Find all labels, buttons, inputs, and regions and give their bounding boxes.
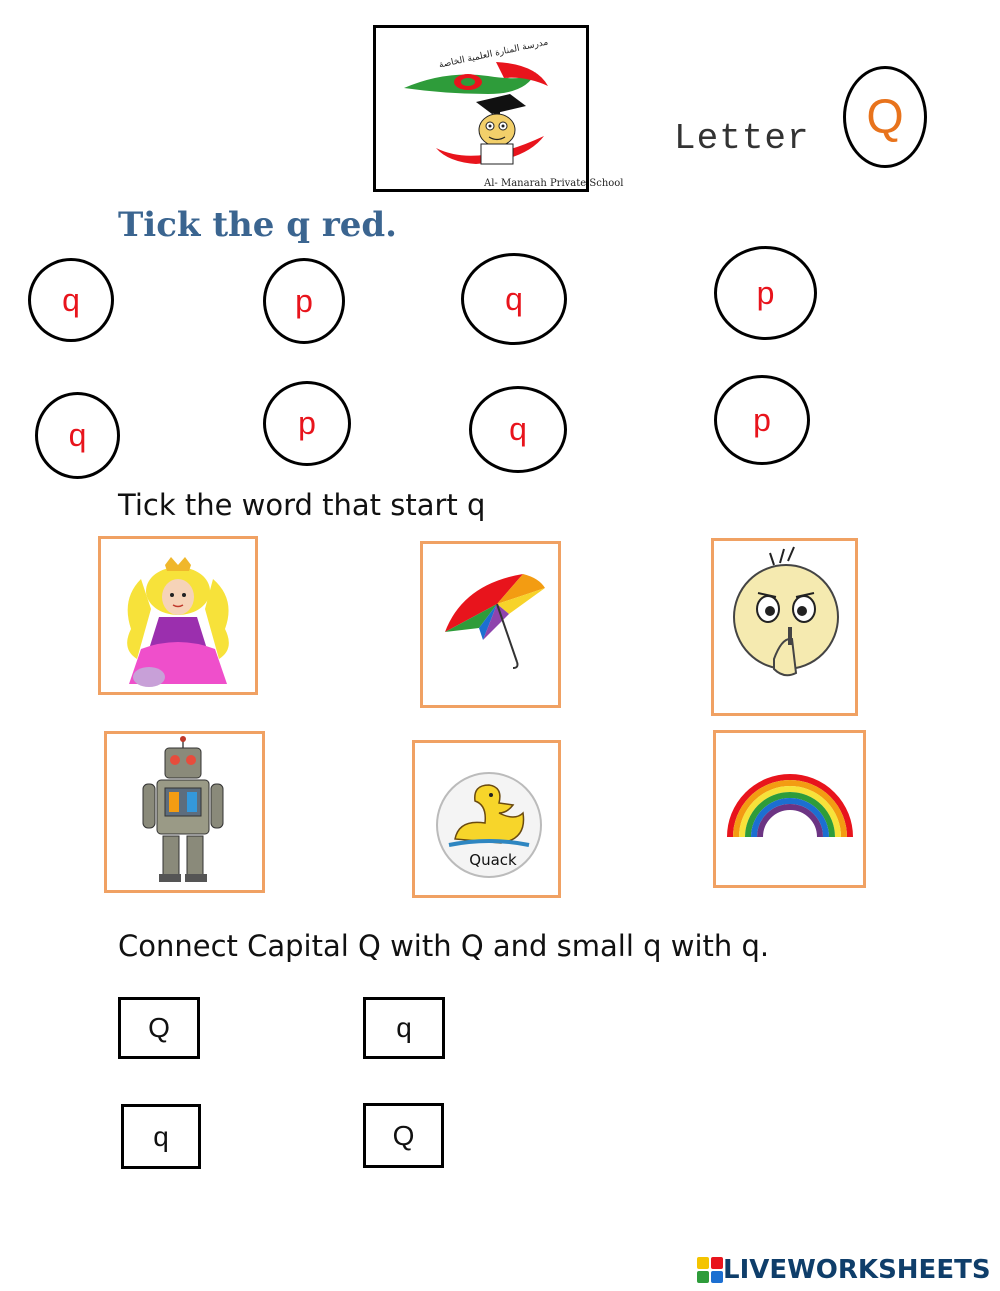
letter-circle (843, 66, 927, 168)
umbrella-icon (423, 544, 558, 705)
liveworksheets-logo-icon (697, 1257, 723, 1283)
queen-icon (101, 539, 255, 692)
circle-letter: p (753, 401, 771, 438)
school-logo-icon (376, 28, 624, 189)
picture-card-rainbow[interactable] (713, 730, 866, 888)
match-letter: q (153, 1120, 169, 1152)
circle-letter: p (295, 282, 313, 319)
match-box-4[interactable] (363, 1103, 444, 1168)
circle-letter: q (509, 411, 527, 447)
circle-letter: q (505, 280, 523, 317)
match-letter: Q (148, 1012, 170, 1043)
letter-circle-7[interactable] (469, 386, 567, 473)
section3-title: Connect Capital Q with Q and small q with q. (118, 929, 770, 963)
picture-card-queen[interactable] (98, 536, 258, 695)
section2-title: Tick the word that start q (118, 488, 486, 522)
letter-circle-6[interactable] (263, 381, 351, 466)
letter-label: Letter (674, 118, 810, 159)
match-box-1[interactable] (118, 997, 200, 1059)
letter-value: Q (866, 90, 904, 144)
letter-circle-4[interactable] (714, 246, 817, 340)
circle-letter: q (62, 281, 80, 318)
circle-letter: p (298, 405, 316, 441)
picture-card-robot[interactable] (104, 731, 265, 893)
match-box-3[interactable] (121, 1104, 201, 1169)
match-letter: Q (392, 1119, 415, 1151)
letter-circle-1[interactable] (28, 258, 114, 342)
letter-circle-5[interactable] (35, 392, 120, 479)
circle-letter: q (68, 417, 87, 453)
section1-title: Tick the q red. (118, 205, 397, 245)
circle-letter: p (756, 274, 775, 311)
match-letter: q (396, 1012, 412, 1043)
letter-circle-2[interactable] (263, 258, 345, 344)
picture-card-umbrella[interactable] (420, 541, 561, 708)
quiet-face-icon (714, 541, 855, 713)
duck-caption: Quack (469, 851, 517, 869)
school-logo (373, 25, 624, 192)
picture-card-quiet-face[interactable] (711, 538, 858, 716)
letter-circle-8[interactable] (714, 375, 810, 465)
school-arabic-name: مدرسة المنارة العلمية الخاصة (438, 37, 550, 71)
letter-circle-3[interactable] (461, 253, 567, 345)
picture-card-duck[interactable] (412, 740, 561, 898)
robot-icon (107, 734, 262, 890)
liveworksheets-brand[interactable] (697, 1255, 991, 1285)
match-box-2[interactable] (363, 997, 445, 1059)
duck-quack-icon (415, 743, 558, 895)
school-english-name: Al- Manarah Private School (484, 178, 624, 189)
brand-name: LIVEWORKSHEETS (723, 1255, 991, 1285)
rainbow-icon (716, 733, 863, 885)
